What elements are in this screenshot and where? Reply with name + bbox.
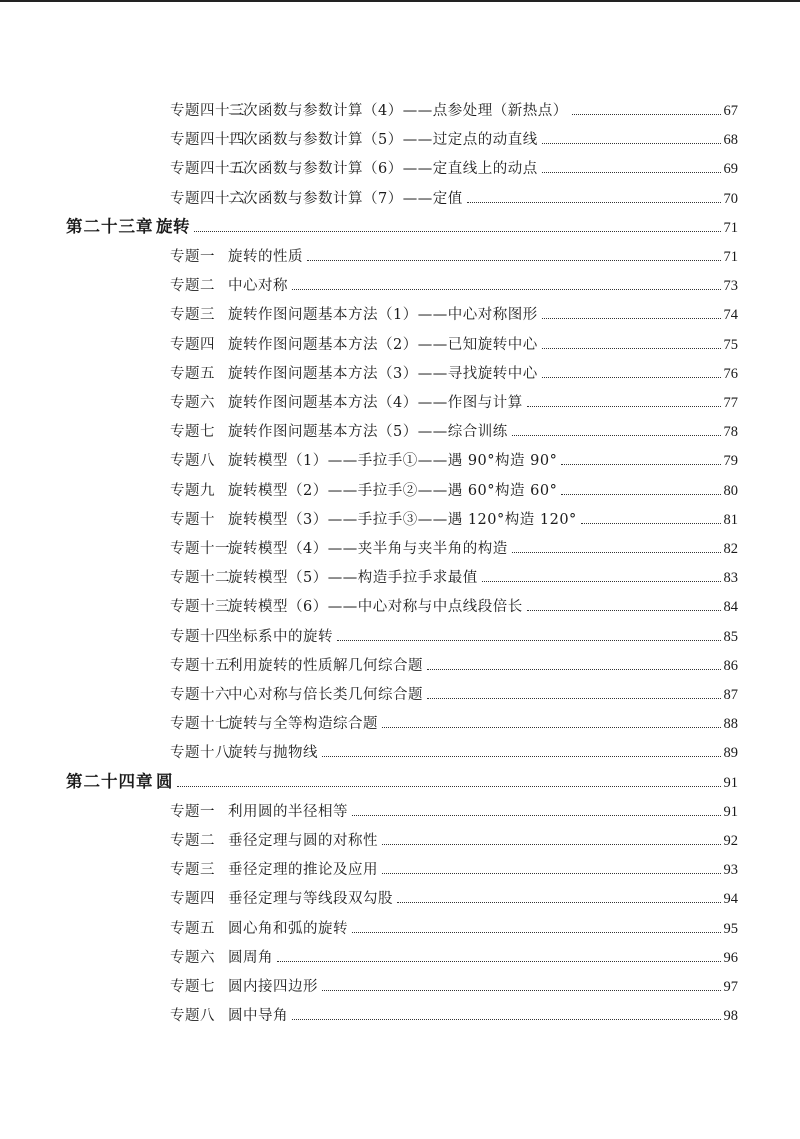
dot-leader <box>512 435 721 436</box>
dot-leader <box>322 756 721 757</box>
topic-number: 专题八 <box>170 453 215 470</box>
toc-topic-row <box>170 974 738 996</box>
page-number: 81 <box>723 511 738 528</box>
topic-title: 利用旋转的性质解几何综合题 <box>228 657 423 674</box>
topic-number: 专题三 <box>170 862 215 879</box>
topic-title: 坐标系中的旋转 <box>228 628 333 645</box>
dot-leader <box>512 552 721 553</box>
page-number: 70 <box>723 190 738 207</box>
dot-leader <box>337 640 721 641</box>
page-number: 95 <box>723 920 738 937</box>
dot-leader <box>382 727 721 728</box>
dot-leader <box>277 961 721 962</box>
dot-leader <box>352 815 721 816</box>
dot-leader <box>292 1019 721 1020</box>
page-number: 79 <box>723 453 738 470</box>
toc-topic-row <box>170 828 738 850</box>
dot-leader <box>542 377 721 378</box>
topic-number: 专题七 <box>170 424 215 441</box>
topic-number: 专题十五 <box>170 657 230 674</box>
topic-number: 专题十六 <box>170 687 230 703</box>
toc-chapter-row <box>66 215 738 237</box>
topic-title: 中心对称 <box>228 278 288 295</box>
topic-title: 旋转的性质 <box>228 249 303 265</box>
toc-topic-row <box>170 127 738 149</box>
toc-topic-row <box>170 244 738 266</box>
page-number: 71 <box>723 249 738 265</box>
dot-leader <box>542 143 721 144</box>
page-number: 93 <box>723 862 738 879</box>
topic-title: 旋转模型（3）——手拉手③——遇 120°构造 120° <box>228 511 577 528</box>
topic-number: 专题十四 <box>170 628 230 645</box>
page-number: 86 <box>723 657 738 674</box>
topic-title: 垂径定理与等线段双勾股 <box>228 891 393 908</box>
topic-number: 专题十二 <box>170 570 230 587</box>
toc-topic-row <box>170 682 738 704</box>
topic-number: 专题三 <box>170 307 215 324</box>
page-number: 94 <box>723 891 738 908</box>
page-number: 82 <box>723 541 738 557</box>
topic-number: 专题二 <box>170 278 215 295</box>
topic-title: 旋转模型（5）——构造手拉手求最值 <box>228 570 478 587</box>
topic-number: 专题十八 <box>170 745 230 762</box>
toc-topic-row <box>170 653 738 675</box>
dot-leader <box>322 990 721 991</box>
dot-leader <box>427 669 721 670</box>
dot-leader <box>527 610 721 611</box>
page-number: 71 <box>723 219 738 236</box>
page-number: 74 <box>723 307 738 324</box>
page-number: 97 <box>723 979 738 995</box>
page-number: 80 <box>723 482 738 499</box>
topic-title: 旋转作图问题基本方法（4）——作图与计算 <box>228 395 523 411</box>
page-number: 92 <box>723 833 738 849</box>
toc-topic-row <box>170 711 738 733</box>
page-number: 76 <box>723 365 738 382</box>
page-number: 83 <box>723 570 738 587</box>
dot-leader <box>177 786 721 787</box>
toc-chapter-row <box>66 770 738 792</box>
topic-number: 专题四 <box>170 336 215 353</box>
page-number: 73 <box>723 278 738 295</box>
page-number: 89 <box>723 745 738 762</box>
dot-leader <box>561 464 720 465</box>
page-number: 75 <box>723 336 738 353</box>
topic-number: 专题十 <box>170 511 215 528</box>
toc-topic-row <box>170 857 738 879</box>
page-number: 84 <box>723 599 738 616</box>
toc-topic-row <box>170 916 738 938</box>
topic-title: 旋转作图问题基本方法（5）——综合训练 <box>228 424 508 441</box>
topic-number: 专题四十五 <box>170 161 245 178</box>
topic-title: 旋转模型（4）——夹半角与夹半角的构造 <box>228 541 508 557</box>
page-number: 91 <box>723 803 738 820</box>
toc-topic-row <box>170 799 738 821</box>
page-number: 91 <box>723 774 738 791</box>
topic-number: 专题二 <box>170 833 215 849</box>
toc-topic-row <box>170 624 738 646</box>
topic-number: 专题九 <box>170 482 215 499</box>
chapter-number: 第二十四章 <box>66 771 154 791</box>
topic-title: 二次函数与参数计算（5）——过定点的动直线 <box>228 132 538 149</box>
topic-title: 中心对称与倍长类几何综合题 <box>228 687 423 703</box>
dot-leader <box>581 523 721 524</box>
page-number: 68 <box>723 132 738 149</box>
toc-topic-row <box>170 594 738 616</box>
topic-number: 专题七 <box>170 979 215 995</box>
topic-number: 专题四十六 <box>170 190 245 207</box>
toc-topic-row <box>170 332 738 354</box>
toc-topic-row <box>170 156 738 178</box>
topic-number: 专题六 <box>170 395 215 411</box>
topic-title: 圆中导角 <box>228 1008 288 1025</box>
topic-number: 专题十一 <box>170 541 230 557</box>
topic-number: 专题一 <box>170 803 215 820</box>
topic-title: 旋转模型（2）——手拉手②——遇 60°构造 60° <box>228 482 558 499</box>
toc-topic-row <box>170 536 738 558</box>
topic-title: 旋转作图问题基本方法（1）——中心对称图形 <box>228 307 538 324</box>
topic-number: 专题十七 <box>170 716 230 733</box>
page-number: 77 <box>723 395 738 411</box>
dot-leader <box>542 318 721 319</box>
dot-leader <box>397 902 721 903</box>
topic-title: 利用圆的半径相等 <box>228 803 348 820</box>
topic-title: 旋转与全等构造综合题 <box>228 716 378 733</box>
page-number: 69 <box>723 161 738 178</box>
toc-topic-row <box>170 507 738 529</box>
topic-title: 垂径定理的推论及应用 <box>228 862 378 879</box>
topic-title: 旋转模型（1）——手拉手①——遇 90°构造 90° <box>228 453 558 470</box>
toc-topic-row <box>170 945 738 967</box>
toc-topic-row <box>170 98 738 120</box>
toc-topic-row <box>170 448 738 470</box>
topic-title: 圆周角 <box>228 949 273 966</box>
topic-number: 专题四 <box>170 891 215 908</box>
toc-topic-row <box>170 361 738 383</box>
dot-leader <box>382 873 721 874</box>
dot-leader <box>352 932 721 933</box>
dot-leader <box>427 698 721 699</box>
topic-title: 二次函数与参数计算（4）——点参处理（新热点） <box>228 103 568 119</box>
page-number: 96 <box>723 949 738 966</box>
topic-number: 专题十三 <box>170 599 230 616</box>
topic-title: 二次函数与参数计算（6）——定直线上的动点 <box>228 161 538 178</box>
toc-topic-row <box>170 273 738 295</box>
toc-topic-row <box>170 186 738 208</box>
topic-number: 专题五 <box>170 365 215 382</box>
toc-topic-row <box>170 1003 738 1025</box>
topic-title: 二次函数与参数计算（7）——定值 <box>228 190 463 207</box>
topic-number: 专题四十四 <box>170 132 245 149</box>
toc-topic-row <box>170 886 738 908</box>
chapter-title: 旋转 <box>156 216 190 236</box>
toc-topic-row <box>170 419 738 441</box>
page-number: 88 <box>723 716 738 733</box>
dot-leader <box>382 844 721 845</box>
toc-topic-row <box>170 390 738 412</box>
dot-leader <box>482 581 721 582</box>
dot-leader <box>527 406 721 407</box>
toc-topic-row <box>170 565 738 587</box>
page-number: 85 <box>723 628 738 645</box>
dot-leader <box>561 494 720 495</box>
topic-number: 专题一 <box>170 249 215 265</box>
topic-number: 专题六 <box>170 949 215 966</box>
topic-number: 专题八 <box>170 1008 215 1025</box>
dot-leader <box>572 114 721 115</box>
dot-leader <box>307 260 721 261</box>
topic-title: 旋转作图问题基本方法（2）——已知旋转中心 <box>228 336 538 353</box>
topic-title: 旋转与抛物线 <box>228 745 318 762</box>
topic-number: 专题五 <box>170 920 215 937</box>
chapter-number: 第二十三章 <box>66 216 154 236</box>
dot-leader <box>542 172 721 173</box>
toc-topic-row <box>170 302 738 324</box>
topic-title: 圆心角和弧的旋转 <box>228 920 348 937</box>
toc-topic-row <box>170 740 738 762</box>
topic-title: 旋转作图问题基本方法（3）——寻找旋转中心 <box>228 365 538 382</box>
dot-leader <box>292 289 721 290</box>
topic-title: 垂径定理与圆的对称性 <box>228 833 378 849</box>
page-number: 78 <box>723 424 738 441</box>
dot-leader <box>542 348 721 349</box>
topic-number: 专题四十三 <box>170 103 245 119</box>
toc-topic-row <box>170 478 738 500</box>
page-number: 98 <box>723 1008 738 1025</box>
scan-edge <box>0 0 800 2</box>
dot-leader <box>467 202 721 203</box>
page-number: 67 <box>723 103 738 119</box>
dot-leader <box>194 231 721 232</box>
chapter-title: 圆 <box>156 771 173 791</box>
topic-title: 圆内接四边形 <box>228 979 318 995</box>
topic-title: 旋转模型（6）——中心对称与中点线段倍长 <box>228 599 523 616</box>
page-number: 87 <box>723 687 738 703</box>
